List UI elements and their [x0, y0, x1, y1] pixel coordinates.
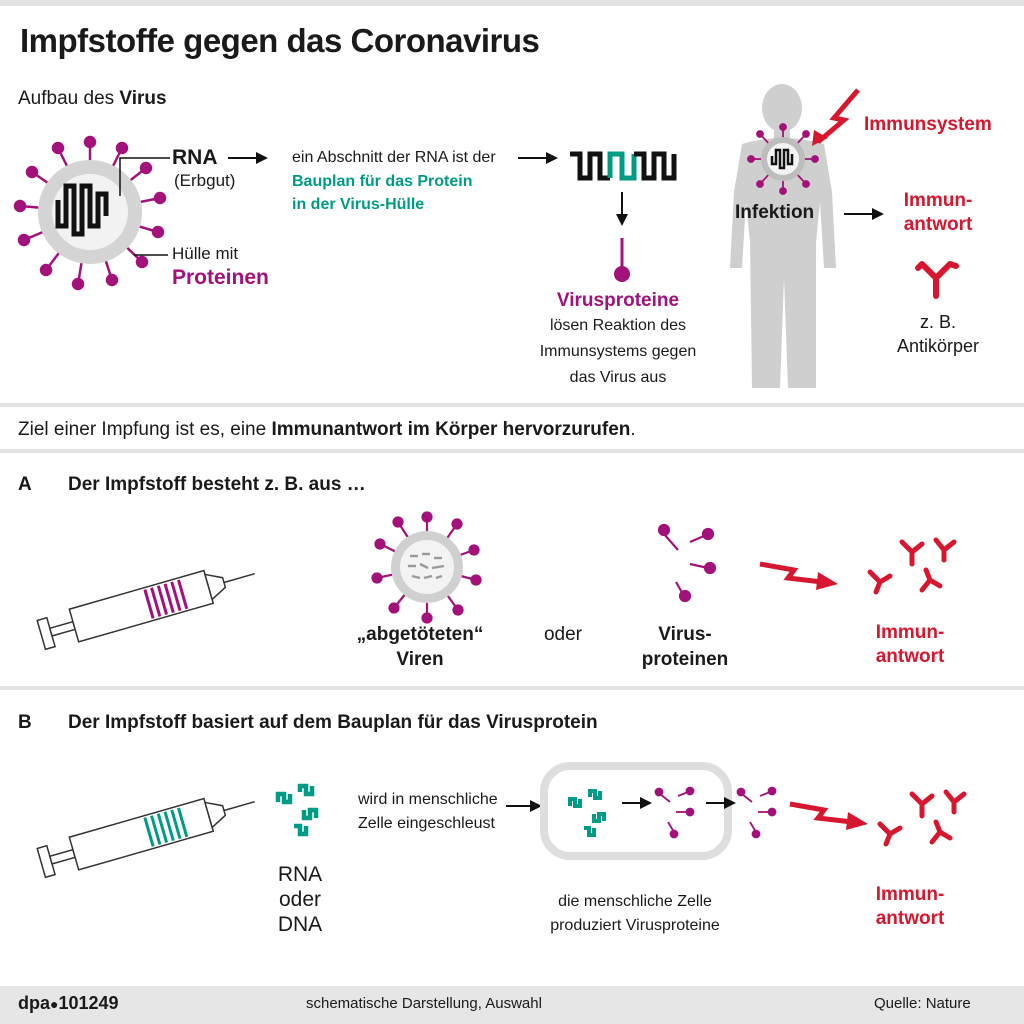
down-arrow-icon	[614, 192, 630, 228]
footer-source: Quelle: Nature	[874, 995, 971, 1012]
rna-pointer-line	[108, 156, 168, 236]
section-b-heading: Der Impfstoff basiert auf dem Bauplan für das Virusprotein	[68, 712, 598, 733]
footer-bullet: ●	[50, 996, 59, 1012]
cell-text-line-1: die menschliche Zelle	[558, 893, 712, 910]
rna-sublabel: (Erbgut)	[174, 171, 236, 190]
infektion-label: Infektion	[735, 202, 815, 223]
rna-strand	[58, 186, 106, 234]
top-bar	[0, 0, 1024, 6]
rna-dna-fragments-icon	[274, 782, 334, 838]
footer-note: schematische Darstellung, Auswahl	[306, 995, 542, 1012]
b-immunantwort-line-2: antwort	[875, 908, 945, 929]
a-immunantwort-line-2: antwort	[875, 646, 945, 667]
immunantwort-label-line-2: antwort	[903, 214, 973, 235]
rna-gene-segment-icon	[568, 146, 678, 186]
killed-virus-icon	[372, 512, 482, 622]
antibody-example-line-1: z. B.	[919, 312, 956, 332]
shell-label: Hülle mit	[172, 244, 239, 263]
arrow-icon	[844, 206, 884, 222]
or-label: oder	[543, 624, 583, 645]
section-divider	[0, 449, 1024, 453]
antibody-example-line-2: Antikörper	[896, 336, 980, 356]
blueprint-line-3: in der Virus-Hülle	[292, 196, 425, 213]
inject-text-line-1: wird in menschliche	[358, 791, 498, 808]
virusproteine-line-2: Immunsystems gegen	[539, 343, 697, 360]
rna-dna-label-line-1: RNA	[277, 863, 323, 886]
page-title: Impfstoffe gegen das Coronavirus	[20, 22, 540, 59]
syringe-icon	[30, 556, 260, 646]
rna-dna-label-line-2: oder	[278, 888, 322, 911]
immunsystem-label: Immunsystem	[864, 114, 992, 135]
section-a-heading: Der Impfstoff besteht z. B. aus …	[68, 474, 366, 495]
rna-dna-label-line-3: DNA	[277, 913, 323, 936]
section-b-letter: B	[18, 712, 32, 733]
blueprint-line-1: ein Abschnitt der RNA ist der	[292, 149, 496, 166]
a-immunantwort-line-1: Immun-	[875, 622, 945, 643]
virusproteine-line-3: das Virus aus	[569, 369, 667, 386]
virusproteine-line-1: lösen Reaktion des	[549, 317, 687, 334]
virus-proteins-icon	[654, 780, 702, 840]
virus-structure-heading	[18, 88, 167, 111]
cell-text-line-2: produziert Virusproteine	[550, 917, 720, 934]
section-a-letter: A	[18, 474, 32, 495]
inject-text-line-2: Zelle eingeschleust	[358, 815, 495, 832]
immune-lightning-icon	[810, 88, 862, 148]
antibody-icon	[914, 254, 960, 300]
virus-structure-heading-bold: Virus	[119, 88, 167, 109]
virus-proteins-label-line-2: proteinen	[641, 649, 729, 670]
shell-proteins-label: Proteinen	[172, 266, 269, 289]
arrow-icon	[706, 796, 736, 810]
antibodies-cluster-icon	[872, 782, 972, 862]
virus-protein-icon	[612, 238, 632, 284]
killed-virus-label-line-2: Viren	[396, 649, 444, 670]
arrow-icon	[506, 798, 542, 814]
syringe-icon	[30, 784, 260, 874]
vaccination-goal-suffix: .	[630, 419, 636, 440]
killed-virus-label-line-1: „abgetöteten“	[356, 624, 484, 645]
arrow-icon	[518, 150, 558, 166]
rna-dna-fragments-icon	[566, 788, 622, 838]
b-immunantwort-line-1: Immun-	[875, 884, 945, 905]
arrow-icon	[622, 796, 652, 810]
immunantwort-label-line-1: Immun-	[903, 190, 973, 211]
shell-pointer-line	[134, 250, 174, 260]
footer-credit	[18, 993, 119, 1015]
infecting-virus-icon	[748, 124, 818, 194]
rna-label: RNA	[172, 146, 218, 169]
antibodies-cluster-icon	[862, 530, 962, 610]
virus-proteins-label-line-1: Virus-	[658, 624, 712, 645]
footer-number: 101249	[58, 993, 119, 1013]
section-divider	[0, 686, 1024, 690]
section-divider	[0, 403, 1024, 407]
arrow-icon	[228, 150, 268, 166]
footer-brand: dpa	[18, 993, 51, 1013]
immune-lightning-icon	[758, 556, 838, 590]
virus-structure-heading-prefix: Aufbau des	[18, 88, 120, 109]
virus-proteins-icon	[654, 512, 724, 602]
vaccination-goal-prefix: Ziel einer Impfung ist es, eine	[18, 419, 272, 440]
virus-proteins-icon	[736, 780, 784, 840]
blueprint-line-2: Bauplan für das Protein	[292, 173, 473, 190]
virusproteine-title: Virusproteine	[556, 290, 680, 311]
vaccination-goal-bold: Immunantwort im Körper hervorzurufen	[271, 419, 631, 440]
vaccination-goal	[18, 419, 636, 442]
immune-lightning-icon	[788, 796, 868, 830]
